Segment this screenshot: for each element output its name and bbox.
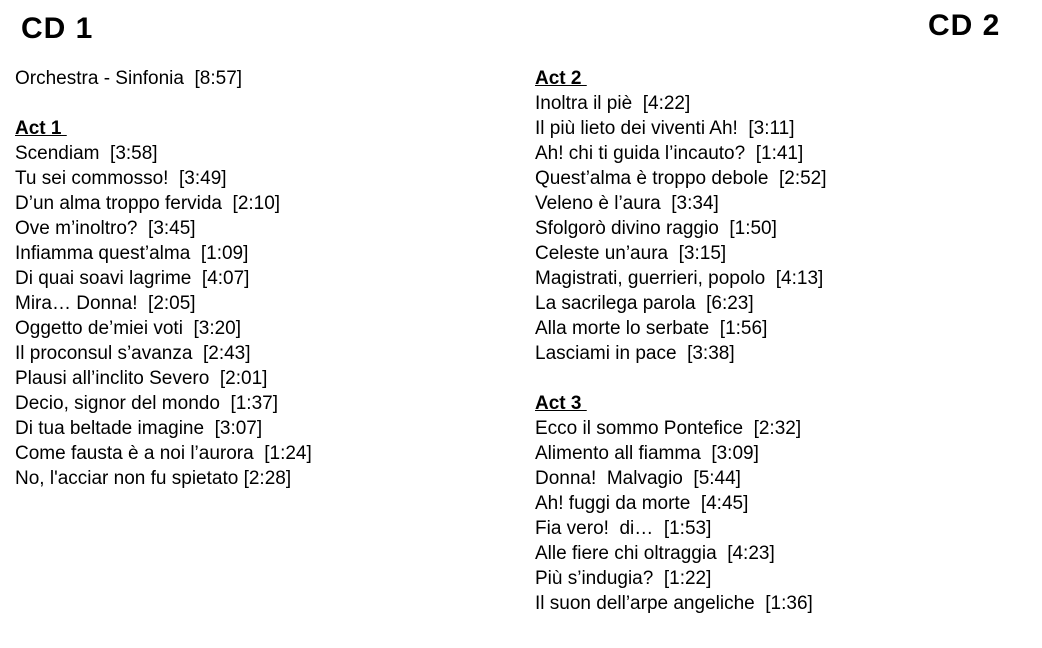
- track-item: Alle fiere chi oltraggia [4:23]: [535, 543, 775, 564]
- track-item: Il suon dell’arpe angeliche [1:36]: [535, 593, 813, 614]
- track-item: Il più lieto dei viventi Ah! [3:11]: [535, 118, 795, 139]
- cd1-heading: CD 1: [21, 12, 94, 45]
- spacer: [535, 366, 827, 391]
- spacer: [15, 91, 312, 116]
- track-item: Alimento all fiamma [3:09]: [535, 443, 759, 464]
- act3-title: Act 3: [535, 393, 587, 414]
- track-item: Inoltra il piè [4:22]: [535, 93, 691, 114]
- track-item: Magistrati, guerrieri, popolo [4:13]: [535, 268, 824, 289]
- track-item: Di tua beltade imagine [3:07]: [15, 418, 263, 439]
- track-item: Donna! Malvagio [5:44]: [535, 468, 741, 489]
- track-item: Come fausta è a noi l’aurora [1:24]: [15, 443, 312, 464]
- track-item: Decio, signor del mondo [1:37]: [15, 393, 278, 414]
- track-item: Scendiam [3:58]: [15, 143, 158, 164]
- track-item: Mira… Donna! [2:05]: [15, 293, 196, 314]
- act3-track-list: [535, 416, 827, 616]
- track-item: Quest’alma è troppo debole [2:52]: [535, 168, 827, 189]
- track-item: Ah! chi ti guida l’incauto? [1:41]: [535, 143, 804, 164]
- track-item: Ah! fuggi da morte [4:45]: [535, 493, 749, 514]
- track-item: Alla morte lo serbate [1:56]: [535, 318, 768, 339]
- track-item: Plausi all’inclito Severo [2:01]: [15, 368, 268, 389]
- act1-title: Act 1: [15, 118, 67, 139]
- track-item: Infiamma quest’alma [1:09]: [15, 243, 249, 264]
- track-item: Sfolgorò divino raggio [1:50]: [535, 218, 777, 239]
- overture-track: Orchestra - Sinfonia [8:57]: [15, 68, 243, 89]
- track-item: La sacrilega parola [6:23]: [535, 293, 754, 314]
- track-item: Celeste un’aura [3:15]: [535, 243, 727, 264]
- track-item: Tu sei commosso! [3:49]: [15, 168, 227, 189]
- track-item: Lasciami in pace [3:38]: [535, 343, 735, 364]
- cd2-heading: CD 2: [928, 9, 1001, 42]
- track-item: D’un alma troppo fervida [2:10]: [15, 193, 281, 214]
- track-item: Oggetto de’miei voti [3:20]: [15, 318, 242, 339]
- cd2-tracklist: [535, 66, 827, 616]
- cd1-tracklist: [15, 66, 312, 491]
- track-item: Ove m’inoltro? [3:45]: [15, 218, 196, 239]
- track-item: Più s’indugia? [1:22]: [535, 568, 712, 589]
- act2-track-list: [535, 91, 827, 366]
- track-item: Di quai soavi lagrime [4:07]: [15, 268, 250, 289]
- act1-track-list: [15, 141, 312, 491]
- track-item: Veleno è l’aura [3:34]: [535, 193, 719, 214]
- track-item: Il proconsul s’avanza [2:43]: [15, 343, 251, 364]
- act2-title: Act 2: [535, 68, 587, 89]
- track-item: Ecco il sommo Pontefice [2:32]: [535, 418, 802, 439]
- track-item: Fia vero! di… [1:53]: [535, 518, 712, 539]
- track-item: No, l'acciar non fu spietato [2:28]: [15, 468, 292, 489]
